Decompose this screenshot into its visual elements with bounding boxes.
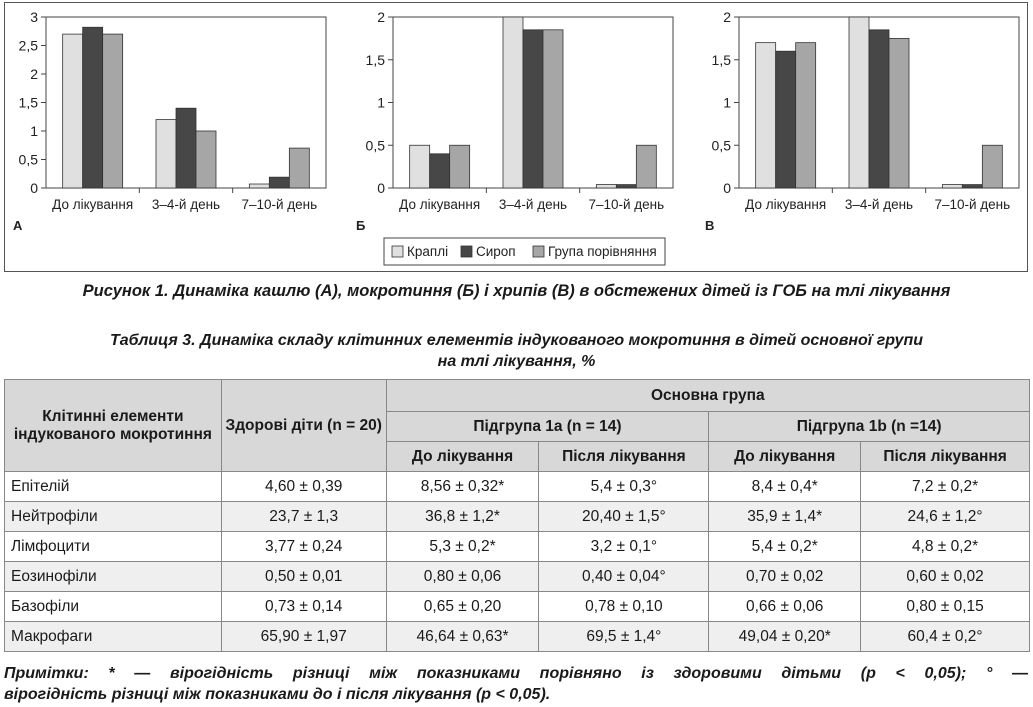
table-title: Таблиця 3. Динаміка складу клітинних елементів індукованого мокротиння в дітей основної групи <box>109 332 924 349</box>
bar <box>869 30 889 188</box>
table-cell: 3,2 ± 0,1° <box>539 532 709 562</box>
x-tick-label: 7–10-й день <box>241 197 318 212</box>
header-main-group: Основна група <box>386 380 1029 412</box>
table-cell: 24,6 ± 1,2° <box>861 502 1030 532</box>
bar <box>942 185 962 188</box>
bar <box>103 34 123 188</box>
table-row <box>5 622 1030 652</box>
y-tick-label: 2 <box>377 9 385 25</box>
table-cell: 0,80 ± 0,06 <box>386 562 539 592</box>
header-healthy-children: Здорові діти (n = 20) <box>221 380 386 472</box>
table-cell: 35,9 ± 1,4* <box>709 502 861 532</box>
y-tick-label: 2 <box>30 66 38 82</box>
bar <box>410 145 430 188</box>
table-title-continued: на тлі лікування, % <box>437 353 596 370</box>
y-tick-label: 1 <box>30 123 38 139</box>
x-tick-label: До лікування <box>745 197 827 212</box>
bar <box>616 185 636 188</box>
figure-charts <box>5 3 1027 271</box>
bar <box>636 145 656 188</box>
legend-swatch <box>461 246 472 257</box>
table-cell: 3,77 ± 0,24 <box>221 532 386 562</box>
table-cell: 46,64 ± 0,63* <box>386 622 539 652</box>
y-tick-label: 0,5 <box>711 137 731 154</box>
table-cell: 5,4 ± 0,3° <box>539 472 709 502</box>
bar <box>156 120 176 188</box>
y-tick-label: 2,5 <box>18 37 38 54</box>
table-cell: 0,73 ± 0,14 <box>221 592 386 622</box>
legend-label: Група порівняння <box>548 244 657 259</box>
table-cell: 0,80 ± 0,15 <box>861 592 1030 622</box>
panel-label: В <box>705 218 715 233</box>
y-tick-label: 0,5 <box>18 151 38 168</box>
table-cell: 60,4 ± 0,2° <box>861 622 1030 652</box>
bar <box>596 185 616 188</box>
y-tick-label: 1 <box>723 94 731 111</box>
table-cell: 0,70 ± 0,02 <box>709 562 861 592</box>
row-label: Базофіли <box>5 592 222 622</box>
y-tick-label: 0,5 <box>365 137 385 154</box>
bar <box>430 154 450 188</box>
x-tick-label: До лікування <box>52 197 134 212</box>
legend-swatch <box>533 246 544 257</box>
header-cell-elements: Клітинні елементи індукованого мокротиння <box>5 380 222 472</box>
y-tick-label: 1,5 <box>18 94 38 111</box>
table-cell: 5,4 ± 0,2* <box>709 532 861 562</box>
bar <box>63 34 83 188</box>
row-label: Епітелій <box>5 472 222 502</box>
table-body <box>5 472 1030 652</box>
table-cell: 0,50 ± 0,01 <box>221 562 386 592</box>
bar <box>756 43 776 188</box>
table-cell: 20,40 ± 1,5° <box>539 502 709 532</box>
row-label: Лімфоцити <box>5 532 222 562</box>
bar <box>503 17 523 188</box>
panel-label: Б <box>356 218 366 233</box>
x-tick-label: 7–10-й день <box>934 197 1011 212</box>
notes-line-1: Примітки: * — вірогідність різниці між показниками порівняно із здоровими дітьми (р < 0,05); ° — <box>4 665 1028 682</box>
figure-caption: Рисунок 1. Динаміка кашлю (А), мокротиння (Б) і хрипів (В) в обстежених дітей із ГОБ на тлі лікування <box>82 282 951 300</box>
x-tick-label: 3–4-й день <box>151 197 221 212</box>
header-subgroup-1a: Підгрупа 1a (n = 14) <box>386 412 709 442</box>
bar <box>450 145 470 188</box>
y-tick-label: 3 <box>30 9 38 25</box>
table-row <box>5 532 1030 562</box>
table-cell: 0,65 ± 0,20 <box>386 592 539 622</box>
bar <box>962 185 982 188</box>
row-label: Нейтрофіли <box>5 502 222 532</box>
bar <box>543 30 563 188</box>
bar <box>889 38 909 188</box>
legend-swatch <box>392 246 403 257</box>
bar <box>196 131 216 188</box>
bar <box>269 177 289 188</box>
bar <box>776 51 796 188</box>
table-cell: 0,40 ± 0,04° <box>539 562 709 592</box>
table-cell: 0,60 ± 0,02 <box>861 562 1030 592</box>
legend-label: Краплі <box>407 244 449 259</box>
x-tick-label: 3–4-й день <box>498 197 568 212</box>
table-cell: 4,60 ± 0,39 <box>221 472 386 502</box>
y-tick-label: 0 <box>30 180 38 196</box>
bar <box>289 148 309 188</box>
table-notes <box>4 663 1028 705</box>
table-cell: 65,90 ± 1,97 <box>221 622 386 652</box>
bar <box>982 145 1002 188</box>
cell-elements-table <box>4 379 1030 652</box>
header-1b-before: До лікування <box>709 442 861 472</box>
row-label: Еозинофіли <box>5 562 222 592</box>
x-tick-label: До лікування <box>399 197 481 212</box>
table-cell: 0,66 ± 0,06 <box>709 592 861 622</box>
table-cell: 23,7 ± 1,3 <box>221 502 386 532</box>
table-cell: 5,3 ± 0,2* <box>386 532 539 562</box>
bar <box>849 17 869 188</box>
y-tick-label: 1,5 <box>711 51 731 68</box>
table-cell: 49,04 ± 0,20* <box>709 622 861 652</box>
x-tick-label: 3–4-й день <box>844 197 914 212</box>
header-subgroup-1b: Підгрупа 1b (n =14) <box>709 412 1030 442</box>
table-cell: 0,78 ± 0,10 <box>539 592 709 622</box>
table-row <box>5 592 1030 622</box>
table-row <box>5 472 1030 502</box>
bar <box>796 43 816 188</box>
x-tick-label: 7–10-й день <box>588 197 665 212</box>
y-tick-label: 2 <box>723 9 731 25</box>
table-cell: 4,8 ± 0,2* <box>861 532 1030 562</box>
y-tick-label: 0 <box>723 180 731 196</box>
bar <box>249 184 269 188</box>
panel-label: А <box>13 218 23 233</box>
table-cell: 69,5 ± 1,4° <box>539 622 709 652</box>
figure-frame <box>4 2 1028 272</box>
notes-line-2: вірогідність різниці між показниками до і після лікування (р < 0,05). <box>4 686 551 703</box>
bar <box>176 108 196 188</box>
legend-label: Сироп <box>476 244 516 259</box>
table-row <box>5 502 1030 532</box>
header-1a-before: До лікування <box>386 442 539 472</box>
bar <box>523 30 543 188</box>
header-1a-after: Після лікування <box>539 442 709 472</box>
y-tick-label: 1 <box>377 94 385 111</box>
y-tick-label: 1,5 <box>365 51 385 68</box>
row-label: Макрофаги <box>5 622 222 652</box>
bar <box>83 27 103 188</box>
table-cell: 8,56 ± 0,32* <box>386 472 539 502</box>
table-cell: 7,2 ± 0,2* <box>861 472 1030 502</box>
table-row <box>5 562 1030 592</box>
table-cell: 8,4 ± 0,4* <box>709 472 861 502</box>
header-1b-after: Після лікування <box>861 442 1030 472</box>
y-tick-label: 0 <box>377 180 385 196</box>
table-cell: 36,8 ± 1,2* <box>386 502 539 532</box>
